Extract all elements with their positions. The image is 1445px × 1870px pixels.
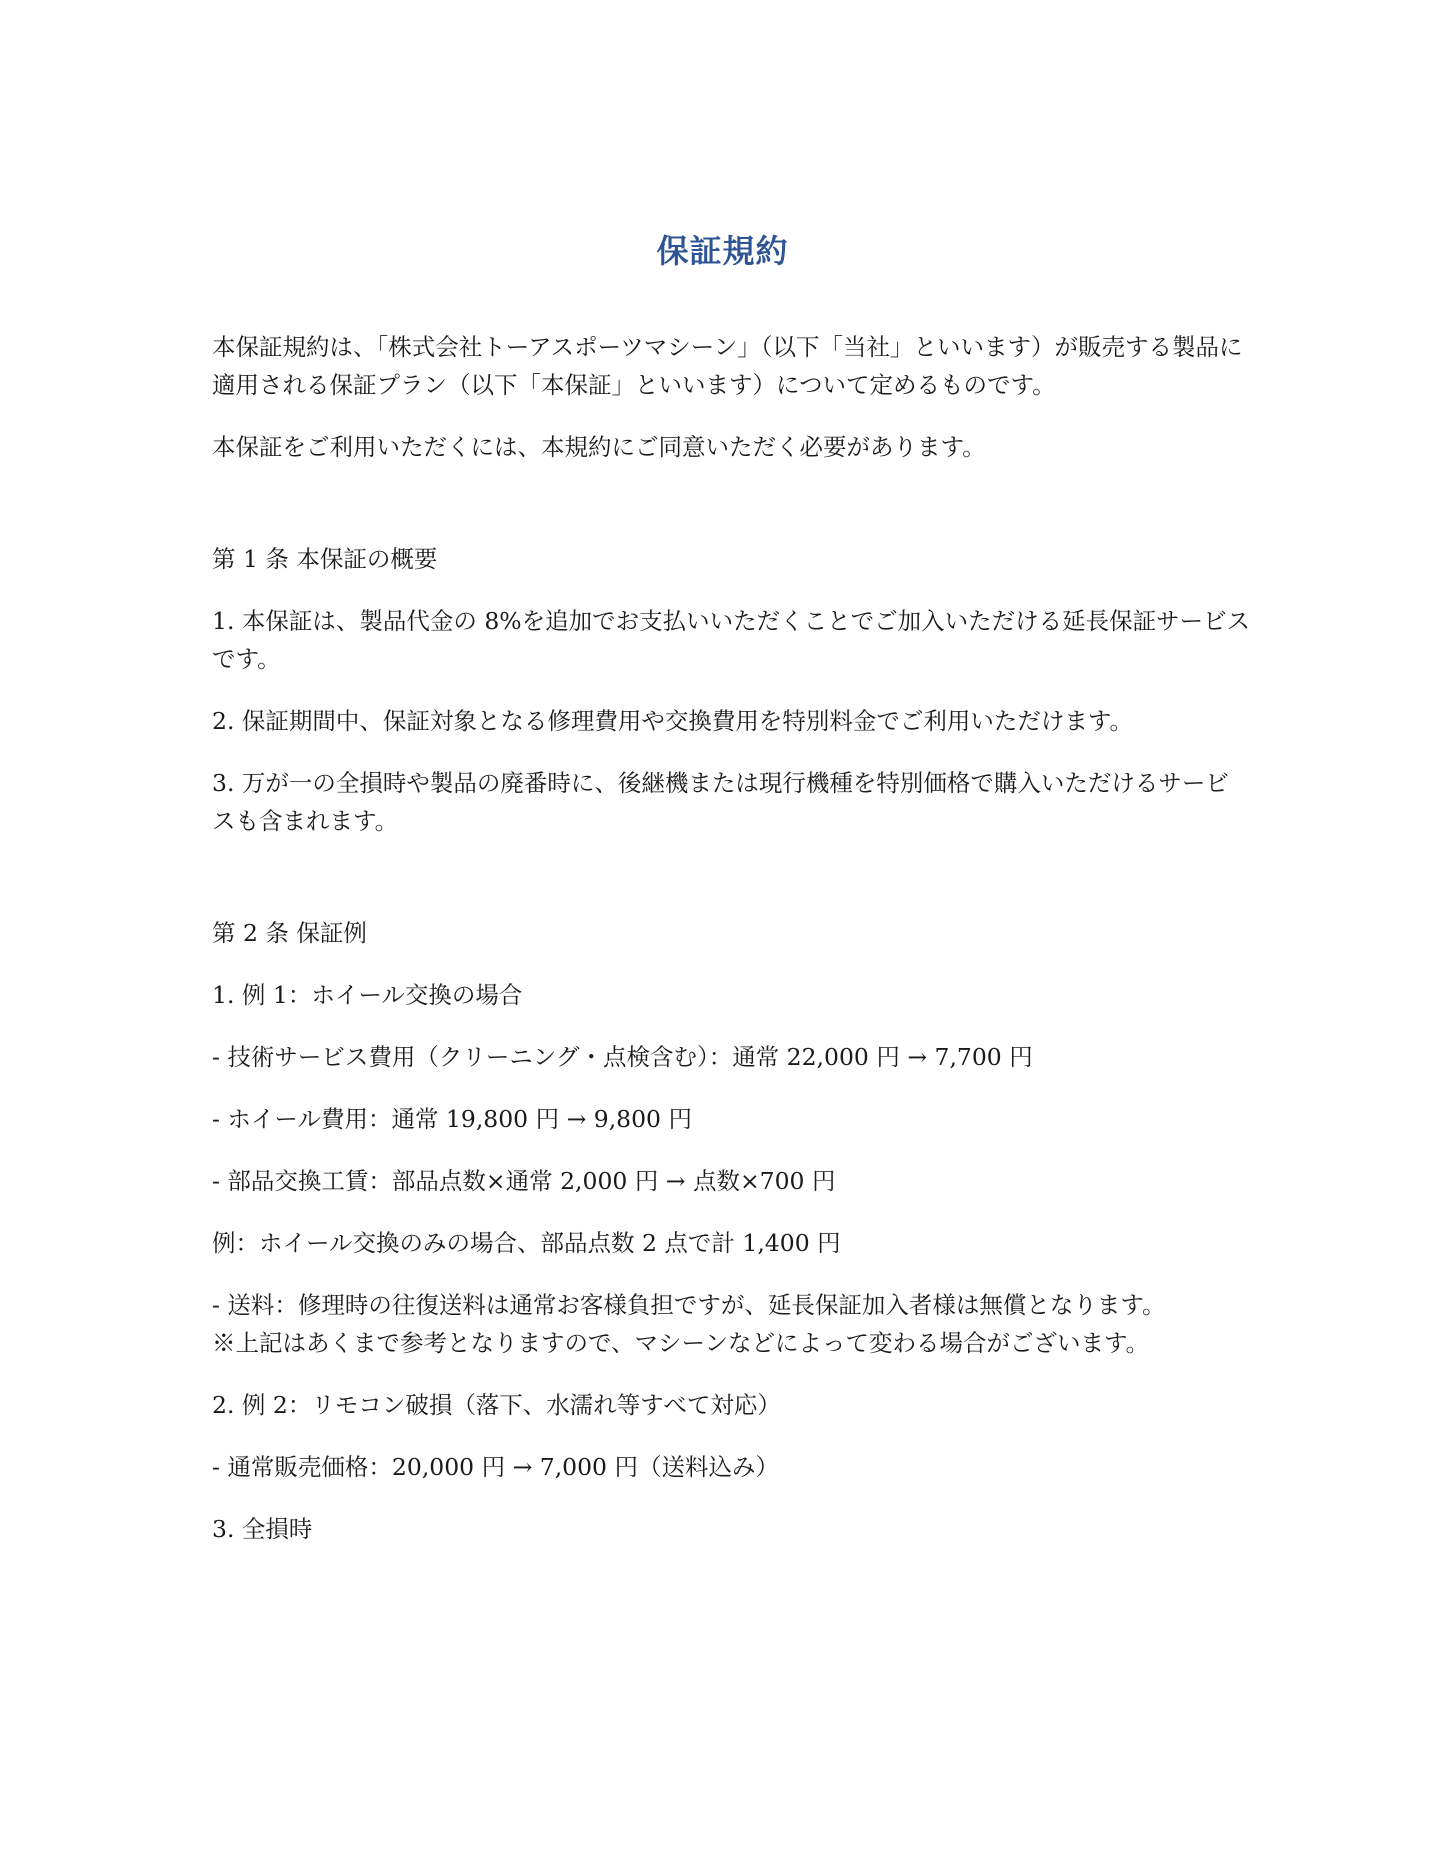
section-spacer <box>212 864 1252 914</box>
article-heading: 第 1 条 本保証の概要 <box>212 545 438 573</box>
example-line: - 通常販売価格：20,000 円 → 7,000 円（送料込み） <box>212 1453 779 1481</box>
article-item: 2. 保証期間中、保証対象となる修理費用や交換費用を特別料金でご利用いただけます。 <box>212 707 1134 735</box>
document-title: 保証規約 <box>656 232 789 270</box>
reference-note: ※上記はあくまで参考となりますので、マシーンなどによって変わる場合がございます。 <box>212 1329 1150 1357</box>
example-heading: 3. 全損時 <box>212 1515 313 1543</box>
section-spacer <box>212 490 1252 540</box>
shipping-line: - 送料：修理時の往復送料は通常お客様負担ですが、延長保証加入者様は無償となります。 <box>212 1291 1166 1319</box>
article-heading: 第 2 条 保証例 <box>212 919 367 947</box>
article-item: 3. 万が一の全損時や製品の廃番時に、後継機または現行機種を特別価格で購入いただけるサービスも含まれます。 <box>212 769 1229 835</box>
example-line: - 技術サービス費用（クリーニング・点検含む）：通常 22,000 円 → 7,700 円 <box>212 1043 1033 1071</box>
document-body <box>212 328 1252 1572</box>
intro-paragraph: 本保証規約は、「株式会社トーアスポーツマシーン」（以下「当社」といいます）が販売する製品に適用される保証プラン（以下「本保証」といいます）について定めるものです。 <box>212 333 1243 399</box>
example-line: - 部品交換工賃：部品点数×通常 2,000 円 → 点数×700 円 <box>212 1167 836 1195</box>
example-line: - ホイール費用：通常 19,800 円 → 9,800 円 <box>212 1105 692 1133</box>
intro-paragraph: 本保証をご利用いただくには、本規約にご同意いただく必要があります。 <box>212 433 986 461</box>
example-line: 例：ホイール交換のみの場合、部品点数 2 点で計 1,400 円 <box>212 1229 841 1257</box>
example-heading: 1. 例 1：ホイール交換の場合 <box>212 981 523 1009</box>
shipping-block <box>212 1286 1252 1362</box>
example-heading: 2. 例 2：リモコン破損（落下、水濡れ等すべて対応） <box>212 1391 781 1419</box>
article-item: 1. 本保証は、製品代金の 8%を追加でお支払いいただくことでご加入いただける延長保証サービスです。 <box>212 607 1251 673</box>
